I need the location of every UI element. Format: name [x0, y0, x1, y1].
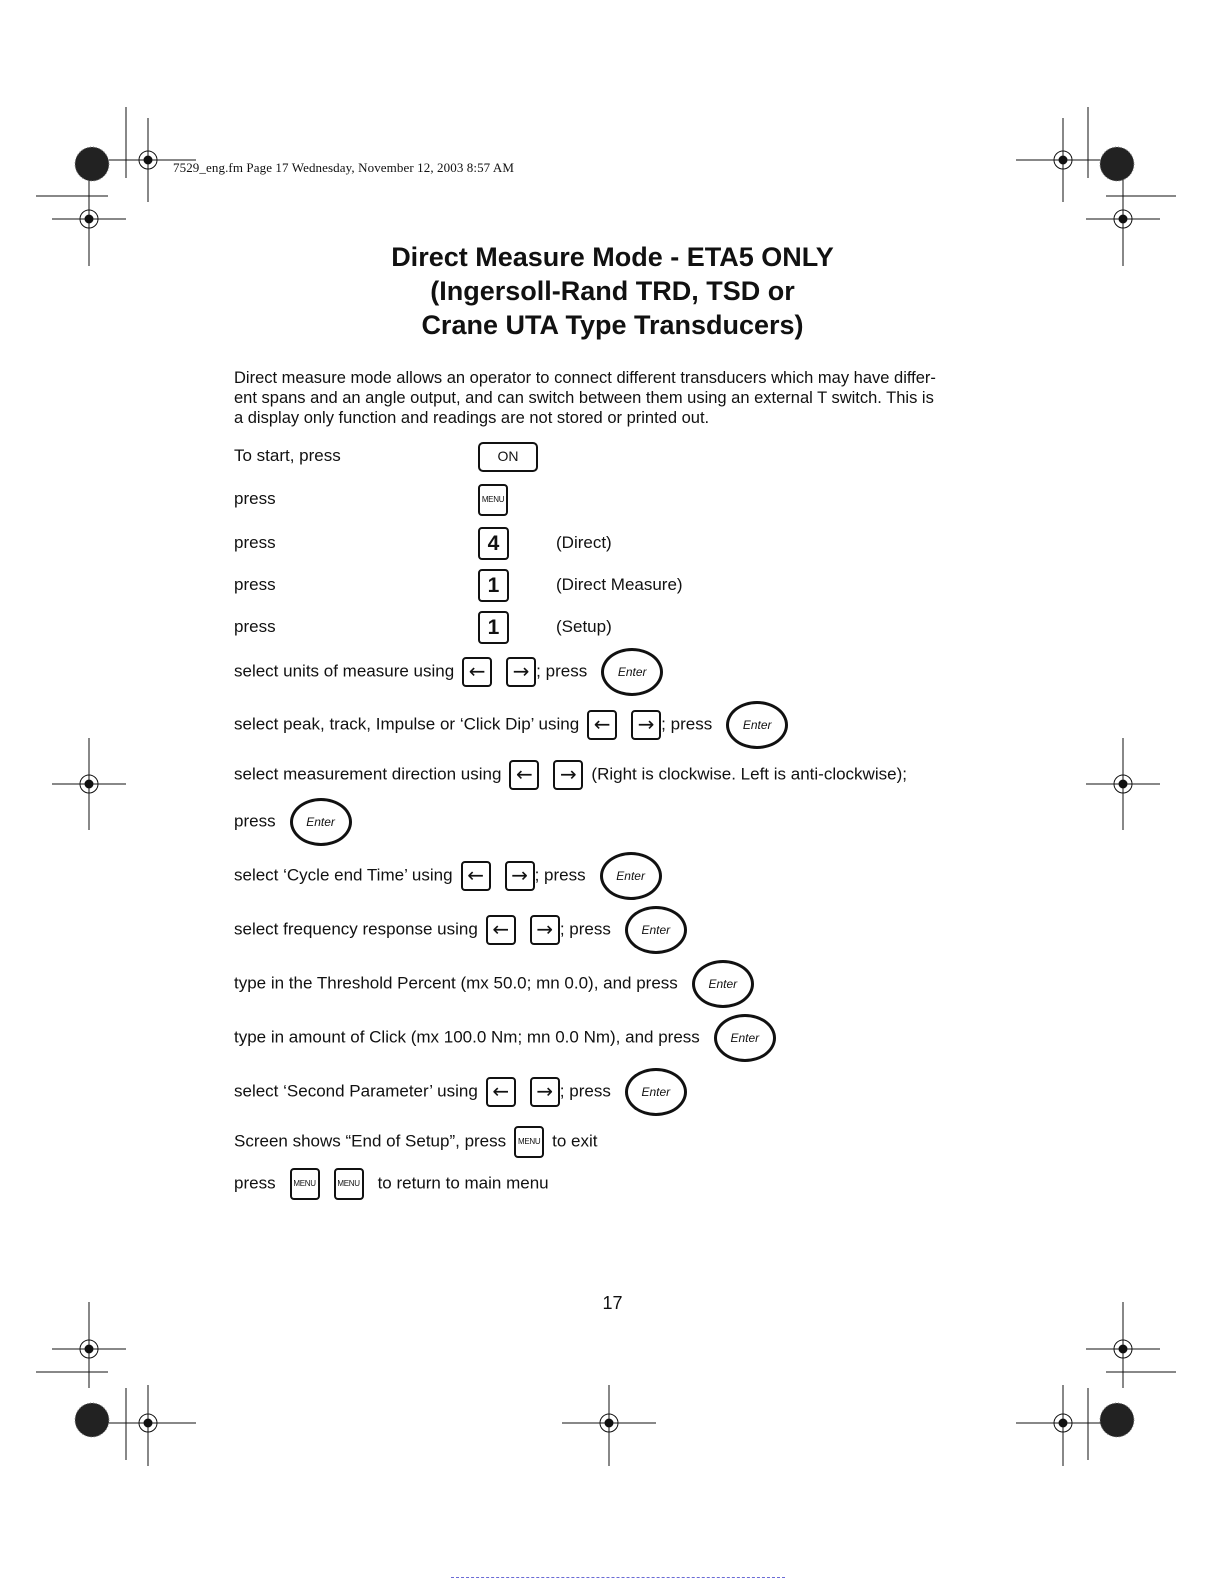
enter-key: Enter: [290, 798, 352, 846]
enter-key: Enter: [625, 906, 687, 954]
right-arrow-key: →: [553, 760, 583, 790]
step-start: [234, 442, 538, 472]
step-label: select units of measure using: [234, 661, 455, 681]
step-label: press: [234, 574, 276, 594]
step-note: (Setup): [556, 616, 612, 636]
press-label: ; press: [559, 1081, 611, 1101]
left-arrow-key: ←: [486, 915, 516, 945]
step-label: Screen shows “End of Setup”, press: [234, 1131, 507, 1151]
page-number: 17: [602, 1293, 623, 1313]
step-menu: [234, 484, 508, 516]
step-label: select ‘Cycle end Time’ using: [234, 865, 453, 885]
intro-line-3: a display only function and readings are not stored or printed out.: [234, 409, 710, 427]
step-setup: [234, 611, 612, 644]
step-direction: [234, 760, 907, 790]
intro-paragraph: [234, 368, 994, 428]
step-label: select measurement direction using: [234, 764, 502, 784]
menu-key: MENU: [290, 1168, 320, 1200]
right-arrow-key: →: [631, 710, 661, 740]
press-label: ; press: [536, 661, 588, 681]
step-peak: [234, 701, 788, 749]
menu-key: MENU: [334, 1168, 364, 1200]
step-label: press: [234, 616, 276, 636]
enter-key: Enter: [726, 701, 788, 749]
menu-key: MENU: [478, 484, 508, 516]
page-title: [0, 240, 1225, 342]
step-direct: [234, 527, 612, 560]
step-label: type in amount of Click (mx 100.0 Nm; mn 0.0 Nm), and press: [234, 1027, 700, 1047]
left-arrow-key: ←: [509, 760, 539, 790]
step-direction-confirm: [234, 798, 352, 846]
key-4: 4: [478, 527, 509, 560]
step-label: select ‘Second Parameter’ using: [234, 1081, 478, 1101]
title-line-2: (Ingersoll-Rand TRD, TSD or: [430, 276, 795, 306]
enter-key: Enter: [625, 1068, 687, 1116]
step-second-parameter: [234, 1068, 687, 1116]
left-arrow-key: ←: [587, 710, 617, 740]
file-info-header: 7529_eng.fm Page 17 Wednesday, November 12, 2003 8:57 AM: [173, 160, 515, 175]
left-arrow-key: ←: [462, 657, 492, 687]
return-label: to return to main menu: [377, 1173, 549, 1193]
step-label: type in the Threshold Percent (mx 50.0; mn 0.0), and press: [234, 973, 678, 993]
enter-key: Enter: [600, 852, 662, 900]
direction-note: (Right is clockwise. Left is anti-clockwise);: [591, 764, 907, 784]
step-label: select peak, track, Impulse or ‘Click Dip’ using: [234, 714, 580, 734]
enter-key: Enter: [714, 1014, 776, 1062]
intro-line-2: ent spans and an angle output, and can switch between them using an external T switch. This is: [234, 389, 934, 407]
step-label: To start, press: [234, 446, 341, 466]
step-end-setup: [234, 1126, 598, 1158]
step-label: press: [234, 1173, 276, 1193]
step-units: [234, 648, 663, 696]
step-label: select frequency response using: [234, 919, 478, 939]
bottom-divider: [451, 1577, 785, 1578]
right-arrow-key: →: [505, 861, 535, 891]
step-note: (Direct): [556, 532, 612, 552]
step-frequency: [234, 906, 687, 954]
step-threshold: [234, 960, 754, 1008]
press-label: ; press: [661, 714, 713, 734]
enter-key: Enter: [601, 648, 663, 696]
step-direct-measure: [234, 569, 683, 602]
title-line-1: Direct Measure Mode - ETA5 ONLY: [391, 242, 834, 272]
right-arrow-key: →: [530, 1077, 560, 1107]
key-1: 1: [478, 611, 509, 644]
step-cycle-end: [234, 852, 662, 900]
enter-key: Enter: [692, 960, 754, 1008]
step-click: [234, 1014, 776, 1062]
press-label: ; press: [534, 865, 586, 885]
left-arrow-key: ←: [486, 1077, 516, 1107]
press-label: ; press: [559, 919, 611, 939]
left-arrow-key: ←: [461, 861, 491, 891]
right-arrow-key: →: [530, 915, 560, 945]
step-return: [234, 1168, 549, 1200]
step-label: press: [234, 489, 276, 509]
to-exit-label: to exit: [552, 1131, 598, 1151]
key-1: 1: [478, 569, 509, 602]
menu-key: MENU: [514, 1126, 544, 1158]
right-arrow-key: →: [506, 657, 536, 687]
step-label: press: [234, 532, 276, 552]
title-line-3: Crane UTA Type Transducers): [421, 310, 804, 340]
intro-line-1: Direct measure mode allows an operator to connect different transducers which may have differ-: [234, 369, 936, 387]
step-label: press: [234, 811, 276, 831]
on-key: ON: [478, 442, 538, 472]
step-note: (Direct Measure): [556, 574, 683, 594]
